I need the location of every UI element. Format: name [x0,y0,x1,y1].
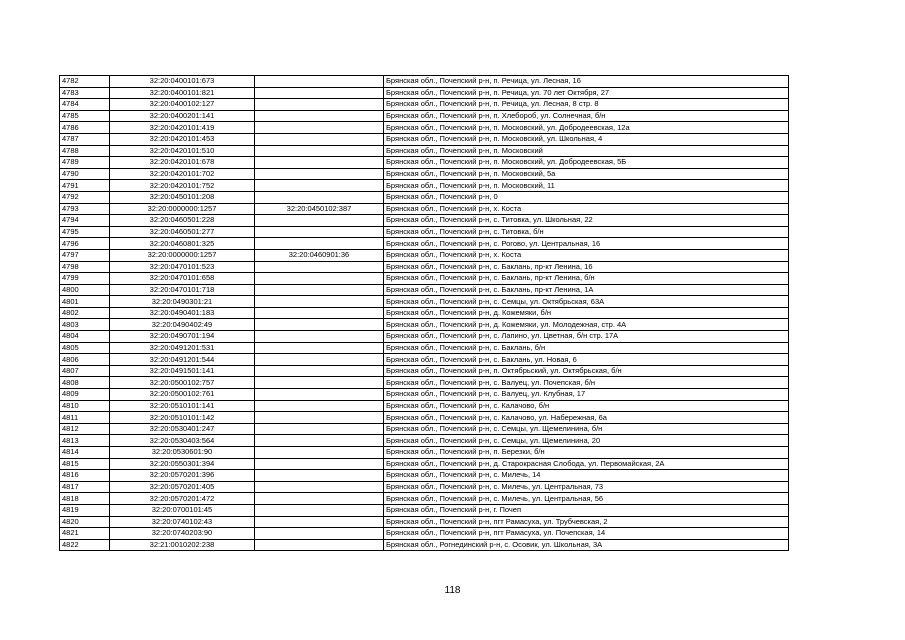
previous-cadastral-number-cell [255,238,384,250]
cadastral-number-cell: 32:20:0530601:90 [110,447,255,459]
cadastral-number-cell: 32:20:0490401:183 [110,307,255,319]
previous-cadastral-number-cell [255,145,384,157]
address-cell: Брянская обл., Почепский р-н, п. Октябрьский, ул. Октябрьская, б/н [384,365,789,377]
address-cell: Брянская обл., Почепский р-н, 0 [384,191,789,203]
cadastral-number-cell: 32:20:0470101:718 [110,284,255,296]
row-number-cell: 4794 [60,215,110,227]
previous-cadastral-number-cell [255,284,384,296]
address-cell: Брянская обл., Почепский р-н, с. Семцы, ул. Щемелинина, б/н [384,423,789,435]
row-number-cell: 4801 [60,296,110,308]
table-row [60,319,789,331]
address-cell: Брянская обл., Почепский р-н, п. Московский, ул. Школьная, 4 [384,133,789,145]
row-number-cell: 4788 [60,145,110,157]
row-number-cell: 4807 [60,365,110,377]
previous-cadastral-number-cell [255,110,384,122]
previous-cadastral-number-cell [255,215,384,227]
row-number-cell: 4806 [60,354,110,366]
cadastral-number-cell: 32:20:0420101:510 [110,145,255,157]
row-number-cell: 4792 [60,191,110,203]
address-cell: Брянская обл., Почепский р-н, с. Баклань, пр-кт Ленина, 16 [384,261,789,273]
row-number-cell: 4809 [60,389,110,401]
address-cell: Брянская обл., Почепский р-н, с. Баклань, пр-кт Ленина, 1А [384,284,789,296]
address-cell: Брянская обл., Почепский р-н, п. Московский, 11 [384,180,789,192]
previous-cadastral-number-cell [255,539,384,551]
row-number-cell: 4820 [60,516,110,528]
row-number-cell: 4791 [60,180,110,192]
cadastral-number-cell: 32:20:0570201:472 [110,493,255,505]
address-cell: Брянская обл., Почепский р-н, с. Милечь, ул. Центральная, 56 [384,493,789,505]
row-number-cell: 4782 [60,76,110,88]
previous-cadastral-number-cell [255,423,384,435]
cadastral-number-cell: 32:20:0460501:228 [110,215,255,227]
cadastral-number-cell: 32:20:0510101:141 [110,400,255,412]
previous-cadastral-number-cell [255,412,384,424]
table-row [60,400,789,412]
address-cell: Брянская обл., Почепский р-н, п. Московский, 5а [384,168,789,180]
cadastral-number-cell: 32:20:0420101:702 [110,168,255,180]
table-row [60,145,789,157]
previous-cadastral-number-cell [255,180,384,192]
previous-cadastral-number-cell [255,435,384,447]
row-number-cell: 4799 [60,273,110,285]
table-row [60,516,789,528]
cadastral-number-cell: 32:20:0491501:141 [110,365,255,377]
row-number-cell: 4789 [60,157,110,169]
address-cell: Брянская обл., Почепский р-н, х. Коста [384,249,789,261]
cadastral-number-cell: 32:20:0400102:127 [110,99,255,111]
cadastral-number-cell: 32:20:0700101:45 [110,504,255,516]
address-cell: Брянская обл., Почепский р-н, с. Валуец, ул. Клубная, 17 [384,389,789,401]
property-register-table [59,75,789,551]
table-row [60,412,789,424]
previous-cadastral-number-cell: 32:20:0460901:36 [255,249,384,261]
previous-cadastral-number-cell [255,400,384,412]
table-row [60,528,789,540]
cadastral-number-cell: 32:20:0510101:142 [110,412,255,424]
cadastral-number-cell: 32:20:0500102:761 [110,389,255,401]
table-row [60,133,789,145]
cadastral-number-cell: 32:20:0490701:194 [110,331,255,343]
row-number-cell: 4803 [60,319,110,331]
previous-cadastral-number-cell [255,331,384,343]
row-number-cell: 4805 [60,342,110,354]
row-number-cell: 4817 [60,481,110,493]
table-row [60,389,789,401]
row-number-cell: 4818 [60,493,110,505]
address-cell: Брянская обл., Почепский р-н, п. Речица, ул. Лесная, 8 стр. 8 [384,99,789,111]
row-number-cell: 4813 [60,435,110,447]
row-number-cell: 4816 [60,470,110,482]
table-row [60,458,789,470]
previous-cadastral-number-cell [255,481,384,493]
previous-cadastral-number-cell [255,470,384,482]
cadastral-number-cell: 32:20:0420101:752 [110,180,255,192]
address-cell: Брянская обл., Почепский р-н, с. Семцы, ул. Щемелинина, 20 [384,435,789,447]
address-cell: Брянская обл., Почепский р-н, д. Кожемяки, ул. Молодежная, стр. 4А [384,319,789,331]
cadastral-number-cell: 32:20:0450101:208 [110,191,255,203]
cadastral-number-cell: 32:20:0570201:405 [110,481,255,493]
table-row [60,261,789,273]
previous-cadastral-number-cell [255,447,384,459]
row-number-cell: 4797 [60,249,110,261]
cadastral-number-cell: 32:20:0570201:396 [110,470,255,482]
cadastral-number-cell: 32:20:0400201:141 [110,110,255,122]
row-number-cell: 4793 [60,203,110,215]
row-number-cell: 4796 [60,238,110,250]
previous-cadastral-number-cell [255,342,384,354]
previous-cadastral-number-cell [255,389,384,401]
address-cell: Брянская обл., Почепский р-н, с. Баклань, пр-кт Ленина, б/н [384,273,789,285]
table-row [60,377,789,389]
cadastral-number-cell: 32:20:0420101:453 [110,133,255,145]
table-row [60,168,789,180]
previous-cadastral-number-cell [255,122,384,134]
row-number-cell: 4783 [60,87,110,99]
cadastral-number-cell: 32:20:0490301:21 [110,296,255,308]
previous-cadastral-number-cell [255,528,384,540]
cadastral-number-cell: 32:20:0420101:678 [110,157,255,169]
row-number-cell: 4821 [60,528,110,540]
table-row [60,423,789,435]
table-row [60,447,789,459]
address-cell: Брянская обл., Почепский р-н, д. Кожемяки, б/н [384,307,789,319]
cadastral-number-cell: 32:20:0530403:564 [110,435,255,447]
table-row [60,87,789,99]
table-row [60,273,789,285]
table-row [60,191,789,203]
table-row [60,493,789,505]
address-cell: Брянская обл., Почепский р-н, д. Старокрасная Слобода, ул. Первомайская, 2А [384,458,789,470]
previous-cadastral-number-cell [255,99,384,111]
table-row [60,76,789,88]
previous-cadastral-number-cell [255,307,384,319]
address-cell: Брянская обл., Почепский р-н, п. Речица, ул. Лесная, 16 [384,76,789,88]
previous-cadastral-number-cell [255,493,384,505]
page-number: 118 [444,585,461,596]
table-row [60,331,789,343]
table-row [60,296,789,308]
address-cell: Брянская обл., Почепский р-н, г. Почеп [384,504,789,516]
table-row [60,203,789,215]
address-cell: Брянская обл., Почепский р-н, пгт Рамасуха, ул. Почепская, 14 [384,528,789,540]
table-row [60,470,789,482]
row-number-cell: 4802 [60,307,110,319]
row-number-cell: 4814 [60,447,110,459]
address-cell: Брянская обл., Почепский р-н, п. Московский, ул. Добродеевская, 5Б [384,157,789,169]
row-number-cell: 4784 [60,99,110,111]
register-table-body [60,76,789,551]
address-cell: Брянская обл., Почепский р-н, с. Милечь, ул. Центральная, 73 [384,481,789,493]
table-row [60,249,789,261]
row-number-cell: 4811 [60,412,110,424]
cadastral-number-cell: 32:20:0460501:277 [110,226,255,238]
table-row [60,99,789,111]
table-row [60,226,789,238]
row-number-cell: 4795 [60,226,110,238]
address-cell: Брянская обл., Почепский р-н, п. Речица, ул. 70 лет Октября, 27 [384,87,789,99]
address-cell: Брянская обл., Почепский р-н, пгт Рамасуха, ул. Трубчевская, 2 [384,516,789,528]
previous-cadastral-number-cell: 32:20:0450102:387 [255,203,384,215]
cadastral-number-cell: 32:20:0470101:523 [110,261,255,273]
row-number-cell: 4822 [60,539,110,551]
address-cell: Брянская обл., Почепский р-н, с. Калачово, б/н [384,400,789,412]
table-row [60,215,789,227]
previous-cadastral-number-cell [255,87,384,99]
cadastral-number-cell: 32:20:0470101:658 [110,273,255,285]
previous-cadastral-number-cell [255,377,384,389]
table-row [60,539,789,551]
table-row [60,157,789,169]
cadastral-number-cell: 32:20:0500102:757 [110,377,255,389]
row-number-cell: 4815 [60,458,110,470]
previous-cadastral-number-cell [255,458,384,470]
address-cell: Брянская обл., Почепский р-н, с. Баклань, ул. Новая, 6 [384,354,789,366]
row-number-cell: 4808 [60,377,110,389]
address-cell: Брянская обл., Почепский р-н, п. Хлебороб, ул. Солнечная, б/н [384,110,789,122]
table-row [60,110,789,122]
previous-cadastral-number-cell [255,226,384,238]
table-row [60,435,789,447]
address-cell: Брянская обл., Почепский р-н, с. Лапино, ул. Цветная, б/н стр. 17А [384,331,789,343]
address-cell: Брянская обл., Почепский р-н, х. Коста [384,203,789,215]
cadastral-number-cell: 32:20:0000000:1257 [110,203,255,215]
previous-cadastral-number-cell [255,76,384,88]
table-row [60,342,789,354]
row-number-cell: 4790 [60,168,110,180]
row-number-cell: 4786 [60,122,110,134]
table-row [60,307,789,319]
address-cell: Брянская обл., Почепский р-н, с. Семцы, ул. Октябрьская, 63А [384,296,789,308]
previous-cadastral-number-cell [255,261,384,273]
address-cell: Брянская обл., Почепский р-н, п. Московский, ул. Добродеевская, 12а [384,122,789,134]
cadastral-number-cell: 32:20:0400101:673 [110,76,255,88]
row-number-cell: 4787 [60,133,110,145]
cadastral-number-cell: 32:20:0740102:43 [110,516,255,528]
previous-cadastral-number-cell [255,157,384,169]
cadastral-number-cell: 32:20:0420101:419 [110,122,255,134]
address-cell: Брянская обл., Почепский р-н, п. Московский [384,145,789,157]
row-number-cell: 4798 [60,261,110,273]
address-cell: Брянская обл., Почепский р-н, с. Титовка, б/н [384,226,789,238]
table-row [60,284,789,296]
table-row [60,365,789,377]
table-row [60,180,789,192]
previous-cadastral-number-cell [255,516,384,528]
previous-cadastral-number-cell [255,168,384,180]
row-number-cell: 4810 [60,400,110,412]
table-row [60,481,789,493]
table-row [60,238,789,250]
cadastral-number-cell: 32:20:0530401:247 [110,423,255,435]
row-number-cell: 4812 [60,423,110,435]
previous-cadastral-number-cell [255,354,384,366]
previous-cadastral-number-cell [255,296,384,308]
table-row [60,122,789,134]
cadastral-number-cell: 32:20:0400101:821 [110,87,255,99]
cadastral-number-cell: 32:20:0460801:325 [110,238,255,250]
previous-cadastral-number-cell [255,191,384,203]
address-cell: Брянская обл., Почепский р-н, с. Калачово, ул. Набережная, 6а [384,412,789,424]
cadastral-number-cell: 32:20:0490402:49 [110,319,255,331]
address-cell: Брянская обл., Почепский р-н, с. Валуец, ул. Почепская, б/н [384,377,789,389]
address-cell: Брянская обл., Рогнединский р-н, с. Осовик, ул. Школьная, 3А [384,539,789,551]
row-number-cell: 4819 [60,504,110,516]
previous-cadastral-number-cell [255,133,384,145]
previous-cadastral-number-cell [255,365,384,377]
address-cell: Брянская обл., Почепский р-н, п. Березки, б/н [384,447,789,459]
previous-cadastral-number-cell [255,504,384,516]
cadastral-number-cell: 32:20:0491201:544 [110,354,255,366]
table-row [60,354,789,366]
row-number-cell: 4785 [60,110,110,122]
row-number-cell: 4800 [60,284,110,296]
previous-cadastral-number-cell [255,273,384,285]
previous-cadastral-number-cell [255,319,384,331]
address-cell: Брянская обл., Почепский р-н, с. Милечь, 14 [384,470,789,482]
address-cell: Брянская обл., Почепский р-н, с. Титовка, ул. Школьная, 22 [384,215,789,227]
cadastral-number-cell: 32:20:0550301:394 [110,458,255,470]
cadastral-number-cell: 32:20:0491201:531 [110,342,255,354]
cadastral-number-cell: 32:20:0740203:90 [110,528,255,540]
row-number-cell: 4804 [60,331,110,343]
address-cell: Брянская обл., Почепский р-н, с. Рогово, ул. Центральная, 16 [384,238,789,250]
address-cell: Брянская обл., Почепский р-н, с. Баклань, б/н [384,342,789,354]
cadastral-number-cell: 32:20:0000000:1257 [110,249,255,261]
cadastral-number-cell: 32:21:0010202:238 [110,539,255,551]
table-row [60,504,789,516]
